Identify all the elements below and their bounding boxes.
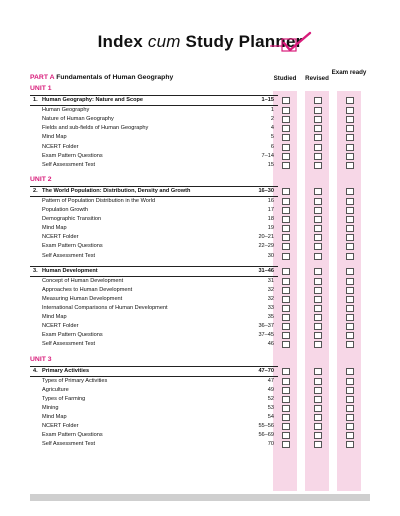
list-item-label: Population Growth [42, 207, 89, 213]
list-item-checkbox-revised[interactable] [314, 323, 322, 330]
list-item-label: Types of Primary Activities [42, 377, 108, 384]
list-item-page: 2 [270, 116, 274, 123]
list-item [30, 331, 278, 340]
list-item-checkbox-studied[interactable] [282, 423, 290, 430]
list-item-checkbox-studied[interactable] [282, 153, 290, 160]
footer-bar [30, 494, 370, 501]
list-item-checkbox-studied[interactable] [282, 414, 290, 421]
list-item-page: 18 [267, 216, 274, 223]
column-header-studied: Studied [273, 75, 297, 82]
list-item-page: 30 [267, 252, 274, 259]
list-item [30, 440, 278, 449]
chapter-pages: 31–46 [258, 267, 274, 274]
list-item-page: 17 [267, 207, 274, 213]
chapter-row-checkbox-revised[interactable] [314, 368, 322, 375]
chapter-row-checkbox-exam-ready[interactable] [346, 268, 354, 275]
list-item-label: Approaches to Human Development [42, 286, 133, 293]
list-item [30, 295, 278, 304]
part-title [30, 74, 173, 81]
list-item-page: 4 [270, 125, 274, 132]
list-item-page: 56–69 [258, 432, 274, 439]
list-item-label: Mind Map [42, 225, 67, 232]
list-item-checkbox-exam-ready[interactable] [346, 423, 354, 430]
list-item-checkbox-revised[interactable] [314, 225, 322, 232]
list-item-page: 70 [267, 441, 274, 448]
list-item-checkbox-exam-ready[interactable] [346, 125, 354, 132]
list-item-checkbox-revised[interactable] [314, 207, 322, 214]
list-item-label: Exam Pattern Questions [42, 332, 103, 339]
list-item-label: Mind Map [42, 314, 67, 321]
list-item-checkbox-revised[interactable] [314, 378, 322, 385]
chapter-title: Human Geography: Nature and Scope [42, 97, 144, 103]
list-item-checkbox-revised[interactable] [314, 414, 322, 421]
list-item-checkbox-exam-ready[interactable] [346, 134, 354, 141]
column-header-exam-ready: Exam ready [331, 69, 367, 76]
list-item-checkbox-revised[interactable] [314, 387, 322, 394]
list-item-checkbox-revised[interactable] [314, 432, 322, 439]
list-item [30, 233, 278, 242]
list-item-checkbox-exam-ready[interactable] [346, 107, 354, 114]
list-item [30, 377, 278, 386]
chapter-row-checkbox-exam-ready[interactable] [346, 368, 354, 375]
chapter-title: Primary Activities [42, 367, 90, 374]
list-item-checkbox-revised[interactable] [314, 107, 322, 114]
list-item-checkbox-exam-ready[interactable] [346, 287, 354, 294]
list-item-page: 55–56 [258, 423, 274, 430]
chapter-number: 2. [33, 187, 38, 194]
list-item-label: Mind Map [42, 134, 67, 141]
list-item-checkbox-exam-ready[interactable] [346, 225, 354, 232]
list-item-page: 37–45 [258, 332, 274, 339]
list-item-page: 32 [267, 286, 274, 293]
title-cum: cum [147, 32, 181, 51]
list-item-checkbox-exam-ready[interactable] [346, 314, 354, 321]
list-item-label: Self Assessment Test [42, 341, 96, 348]
list-item-checkbox-studied[interactable] [282, 253, 290, 260]
title-rest: Study Planner [180, 32, 303, 51]
list-item-checkbox-revised[interactable] [314, 405, 322, 412]
list-item-checkbox-exam-ready[interactable] [346, 378, 354, 385]
chapter-title: The World Population: Distribution, Density and Growth [42, 187, 191, 194]
list-item-checkbox-studied[interactable] [282, 287, 290, 294]
list-item [30, 197, 278, 206]
chapter-row [30, 267, 278, 276]
chapter-number: 1. [33, 97, 38, 103]
list-item-checkbox-exam-ready[interactable] [346, 278, 354, 285]
chapter-pages: 1–15 [261, 97, 274, 103]
list-item [30, 313, 278, 322]
list-item [30, 215, 278, 224]
list-item-checkbox-exam-ready[interactable] [346, 216, 354, 223]
chapter-row-checkbox-revised[interactable] [314, 268, 322, 275]
list-item [30, 224, 278, 233]
list-item-checkbox-studied[interactable] [282, 234, 290, 241]
list-item-page: 20–21 [258, 234, 274, 241]
column-header-revised: Revised [305, 75, 329, 82]
list-item-checkbox-exam-ready[interactable] [346, 198, 354, 205]
list-item [30, 395, 278, 404]
list-item [30, 304, 278, 313]
chapter-row [30, 96, 278, 105]
list-item-checkbox-studied[interactable] [282, 278, 290, 285]
list-item-checkbox-exam-ready[interactable] [346, 432, 354, 439]
list-item-label: Exam Pattern Questions [42, 152, 103, 159]
list-item [30, 340, 278, 349]
chapter-row [30, 367, 278, 376]
list-item [30, 124, 278, 133]
list-item-checkbox-revised[interactable] [314, 396, 322, 403]
list-item-checkbox-revised[interactable] [314, 144, 322, 151]
list-item-checkbox-studied[interactable] [282, 341, 290, 348]
list-item-checkbox-exam-ready[interactable] [346, 116, 354, 123]
list-item-label: Human Geography [42, 107, 90, 114]
list-item-page: 33 [267, 305, 274, 311]
list-item [30, 133, 278, 142]
list-item-checkbox-studied[interactable] [282, 207, 290, 214]
list-item [30, 404, 278, 413]
list-item-checkbox-studied[interactable] [282, 116, 290, 123]
chapter-row-checkbox-studied[interactable] [282, 97, 290, 104]
list-item [30, 322, 278, 331]
unit-label: UNIT 2 [30, 175, 52, 183]
chapter-row-checkbox-revised[interactable] [314, 97, 322, 104]
chapter-number: 4. [33, 367, 38, 374]
list-item-page: 16 [267, 197, 274, 204]
list-item-page: 47 [267, 377, 274, 384]
chapter-row-checkbox-exam-ready[interactable] [346, 188, 354, 195]
list-item [30, 252, 278, 261]
list-item-label: Demographic Transition [42, 216, 102, 223]
list-item-label: Mind Map [42, 414, 67, 420]
chapter-row-checkbox-revised[interactable] [314, 188, 322, 195]
list-item-label: Self Assessment Test [42, 161, 96, 168]
list-item-page: 1 [270, 107, 274, 114]
list-item-checkbox-revised[interactable] [314, 287, 322, 294]
chapter-pages: 16–30 [258, 187, 274, 194]
list-item-checkbox-studied[interactable] [282, 305, 290, 312]
list-item-checkbox-studied[interactable] [282, 432, 290, 439]
title-main: Index [97, 32, 148, 51]
list-item-page: 54 [267, 414, 274, 420]
list-item-checkbox-revised[interactable] [314, 134, 322, 141]
list-item [30, 413, 278, 422]
list-item-checkbox-exam-ready[interactable] [346, 253, 354, 260]
list-item-label: Nature of Human Geography [42, 116, 114, 123]
list-item-checkbox-revised[interactable] [314, 198, 322, 205]
list-item [30, 431, 278, 440]
part-label: PART A [30, 74, 55, 81]
list-item-checkbox-studied[interactable] [282, 378, 290, 385]
list-item-checkbox-exam-ready[interactable] [346, 296, 354, 303]
list-item-checkbox-revised[interactable] [314, 243, 322, 250]
list-item-label: Concept of Human Development [42, 277, 124, 284]
list-item-label: Types of Farming [42, 395, 86, 402]
list-item-checkbox-exam-ready[interactable] [346, 207, 354, 214]
list-item [30, 386, 278, 395]
list-item-label: Exam Pattern Questions [42, 432, 103, 439]
list-item-checkbox-exam-ready[interactable] [346, 234, 354, 241]
list-item-label: International Comparisons of Human Development [42, 305, 168, 311]
list-item-checkbox-exam-ready[interactable] [346, 153, 354, 160]
list-item-checkbox-exam-ready[interactable] [346, 305, 354, 312]
list-item-page: 7–14 [261, 152, 274, 159]
list-item-label: Self Assessment Test [42, 441, 96, 448]
chapter-title: Human Development [42, 267, 98, 274]
list-item-checkbox-studied[interactable] [282, 107, 290, 114]
chapter-row [30, 187, 278, 196]
list-item-checkbox-exam-ready[interactable] [346, 243, 354, 250]
list-item [30, 152, 278, 161]
list-item-checkbox-studied[interactable] [282, 134, 290, 141]
list-item-checkbox-revised[interactable] [314, 216, 322, 223]
list-item-checkbox-studied[interactable] [282, 387, 290, 394]
unit-label: UNIT 3 [30, 355, 52, 363]
unit-label: UNIT 1 [30, 85, 52, 92]
list-item-checkbox-studied[interactable] [282, 396, 290, 403]
list-item-checkbox-exam-ready[interactable] [346, 341, 354, 348]
list-item [30, 206, 278, 215]
chapter-pages: 47–70 [258, 367, 274, 374]
chapter-row-checkbox-exam-ready[interactable] [346, 97, 354, 104]
checkmark-icon [270, 30, 318, 54]
list-item-checkbox-exam-ready[interactable] [346, 332, 354, 339]
list-item-checkbox-exam-ready[interactable] [346, 323, 354, 330]
list-item-checkbox-studied[interactable] [282, 225, 290, 232]
list-item-checkbox-revised[interactable] [314, 305, 322, 312]
list-item-checkbox-revised[interactable] [314, 341, 322, 348]
part-name: Fundamentals of Human Geography [56, 74, 174, 81]
list-item [30, 286, 278, 295]
list-item-checkbox-revised[interactable] [314, 423, 322, 430]
list-item-label: Fields and sub-fields of Human Geography [42, 125, 149, 132]
list-item-label: Pattern of Population Distribution in the World [42, 197, 156, 204]
list-item-checkbox-revised[interactable] [314, 278, 322, 285]
list-item-checkbox-revised[interactable] [314, 234, 322, 241]
list-item-checkbox-revised[interactable] [314, 125, 322, 132]
list-item-label: NCERT Folder [42, 323, 79, 330]
list-item-checkbox-exam-ready[interactable] [346, 144, 354, 151]
list-item-page: 49 [267, 386, 274, 393]
list-item-page: 5 [270, 134, 274, 141]
list-item-checkbox-studied[interactable] [282, 441, 290, 448]
list-item-page: 52 [267, 395, 274, 402]
list-item-label: Exam Pattern Questions [42, 243, 103, 250]
list-item [30, 161, 278, 170]
chapter-number: 3. [33, 267, 38, 274]
list-item-checkbox-studied[interactable] [282, 216, 290, 223]
list-item-checkbox-exam-ready[interactable] [346, 405, 354, 412]
list-item-page: 31 [267, 277, 274, 284]
list-item [30, 106, 278, 115]
list-item-page: 19 [267, 225, 274, 232]
list-item [30, 277, 278, 286]
list-item-checkbox-studied[interactable] [282, 332, 290, 339]
list-item-page: 22–29 [258, 243, 274, 250]
list-item-page: 46 [267, 341, 274, 348]
list-item [30, 242, 278, 251]
list-item-page: 15 [267, 161, 274, 168]
list-item-checkbox-studied[interactable] [282, 162, 290, 169]
chapter-row-checkbox-studied[interactable] [282, 268, 290, 275]
list-item [30, 143, 278, 152]
list-item-label: Mining [42, 404, 59, 411]
list-item-checkbox-revised[interactable] [314, 441, 322, 448]
list-item-checkbox-revised[interactable] [314, 253, 322, 260]
list-item-checkbox-revised[interactable] [314, 153, 322, 160]
list-item-checkbox-exam-ready[interactable] [346, 414, 354, 421]
list-item-checkbox-studied[interactable] [282, 243, 290, 250]
list-item-checkbox-revised[interactable] [314, 332, 322, 339]
list-item-page: 53 [267, 404, 274, 411]
list-item-checkbox-exam-ready[interactable] [346, 396, 354, 403]
list-item-checkbox-exam-ready[interactable] [346, 441, 354, 448]
list-item-label: Self Assessment Test [42, 252, 96, 259]
list-item-label: Measuring Human Development [42, 295, 123, 302]
list-item-checkbox-revised[interactable] [314, 296, 322, 303]
list-item-checkbox-studied[interactable] [282, 314, 290, 321]
chapter-row-checkbox-studied[interactable] [282, 368, 290, 375]
list-item-label: NCERT Folder [42, 423, 79, 430]
list-item [30, 422, 278, 431]
list-item-checkbox-revised[interactable] [314, 116, 322, 123]
list-item-page: 35 [267, 314, 274, 321]
list-item-checkbox-exam-ready[interactable] [346, 387, 354, 394]
list-item-page: 36–37 [258, 323, 274, 330]
list-item-page: 6 [270, 143, 274, 150]
list-item-checkbox-studied[interactable] [282, 198, 290, 205]
list-item-checkbox-studied[interactable] [282, 405, 290, 412]
page-title [0, 32, 400, 52]
list-item-checkbox-studied[interactable] [282, 125, 290, 132]
list-item-checkbox-studied[interactable] [282, 144, 290, 151]
list-item-checkbox-revised[interactable] [314, 314, 322, 321]
list-item-checkbox-studied[interactable] [282, 296, 290, 303]
list-item-label: Agriculture [42, 386, 69, 393]
list-item-checkbox-revised[interactable] [314, 162, 322, 169]
chapter-row-checkbox-studied[interactable] [282, 188, 290, 195]
list-item-checkbox-studied[interactable] [282, 323, 290, 330]
list-item-checkbox-exam-ready[interactable] [346, 162, 354, 169]
list-item-label: NCERT Folder [42, 234, 79, 241]
list-item-page: 32 [267, 295, 274, 302]
list-item [30, 115, 278, 124]
list-item-label: NCERT Folder [42, 143, 79, 150]
